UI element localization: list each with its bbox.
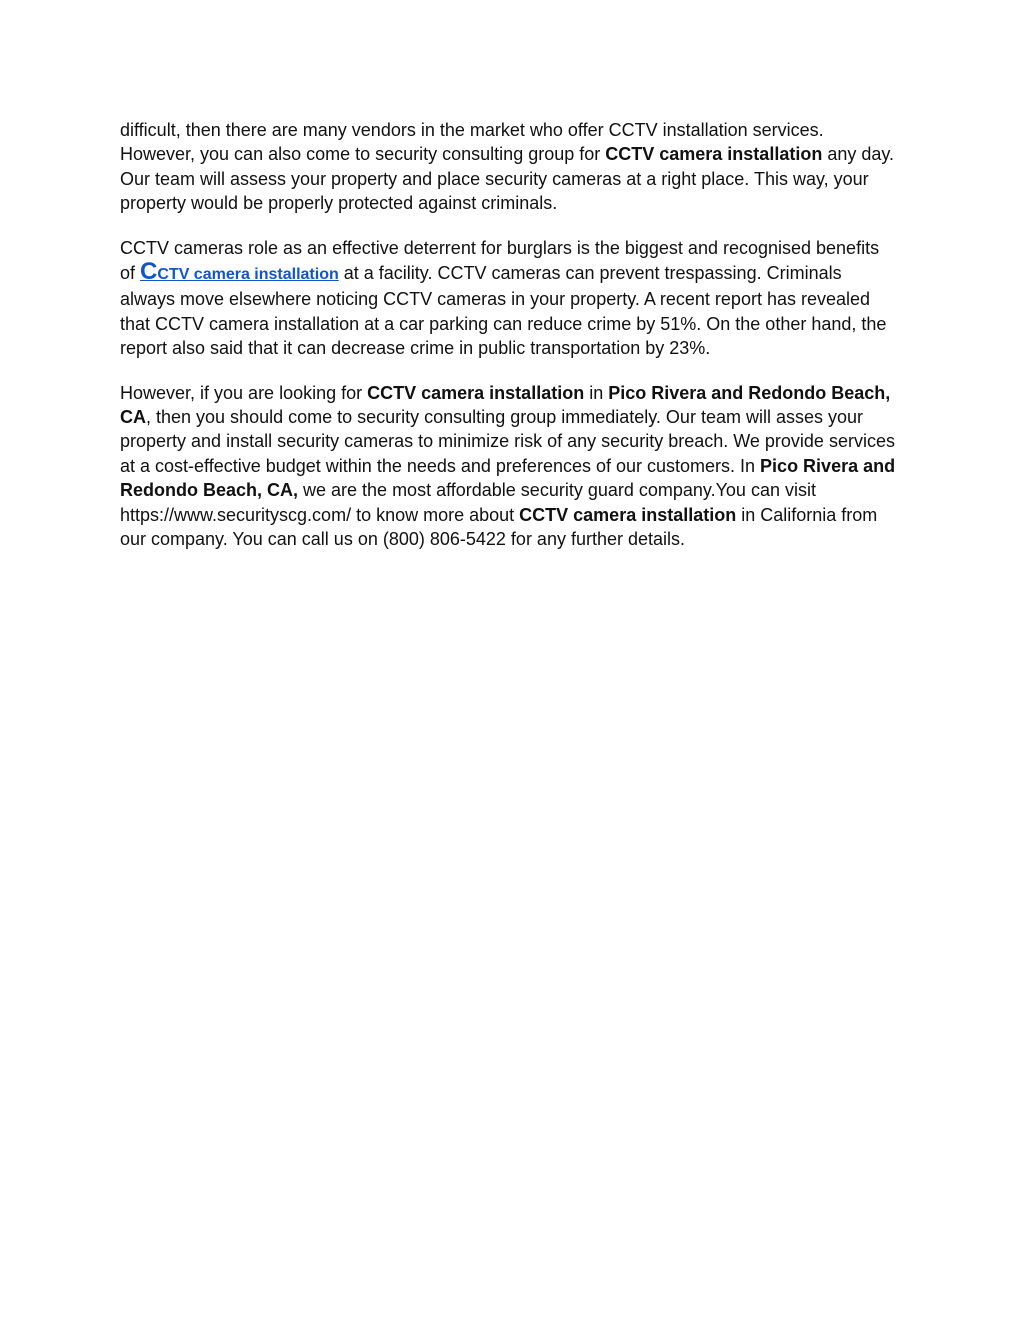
bold-text: CCTV camera installation [367, 382, 585, 403]
paragraph-deterrent [120, 236, 900, 361]
paragraph-vendors [120, 118, 900, 216]
text-span: at a facility. CCTV cameras can prevent trespassing. Criminals always move elsewhere noticing CCTV cameras in your property. A recent report has revealed that CCTV camera installation at a car parking can reduce crime by 51%. On the other hand, the report also said that it can decrease crime in public transportation by 23%. [120, 263, 887, 359]
text-span: difficult, then there are many vendors in the market who offer CCTV installation services. However, you can also come to security consulting group for [120, 120, 824, 165]
cctv-installation-link[interactable] [140, 258, 339, 286]
text-span: of [120, 263, 141, 284]
text-span: we are the most affordable security guard company.You can visit https://www.securityscg.com/ to know more about [120, 480, 816, 525]
bold-text: CCTV camera installation [519, 504, 737, 525]
bold-text: CCTV camera installation [605, 144, 823, 165]
bold-text: Pico Rivera and Redondo Beach, CA, [120, 455, 896, 501]
text-span: any day. Our team will assess your property and place security cameras at a right place. This way, your property would be properly protected against criminals. [120, 144, 895, 214]
bold-text: Pico Rivera and Redondo Beach, CA [120, 382, 891, 428]
text-span: in California from our company. You can call us on (800) 806-5422 for any further details. [120, 504, 878, 550]
paragraph-pico-rivera [120, 381, 900, 552]
text-span: CCTV cameras role as an effective deterrent for burglars is the biggest and recognised benefits [120, 237, 880, 258]
link-initial: C [140, 258, 158, 286]
text-span: , then you should come to security consulting group immediately. Our team will asses your property and install security cameras to minimize risk of any security breach. We provide services at a cost-effective budget within the needs and preferences of our customers. In [120, 407, 895, 476]
link-text: CTV camera installation [157, 266, 339, 284]
text-span: However, if you are looking for [120, 382, 368, 403]
text-span: in [584, 382, 609, 403]
document-page [120, 118, 900, 572]
